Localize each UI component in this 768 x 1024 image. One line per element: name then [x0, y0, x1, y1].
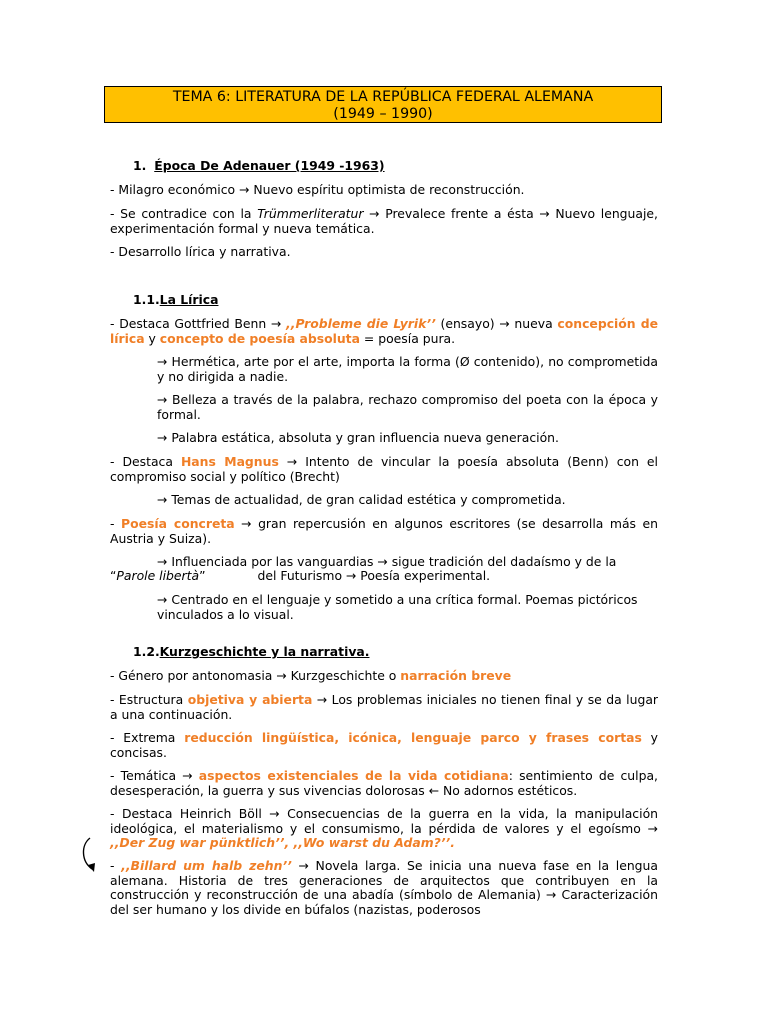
section-1-2-heading: 1.2.Kurzgeschichte y la narrativa. [133, 644, 370, 659]
indent-belleza: → Belleza a través de la palabra, rechazo compromiso del poeta con la época y formal. [157, 392, 658, 422]
bullet-milagro: - Milagro económico → Nuevo espíritu optimista de reconstrucción. [110, 182, 525, 197]
indent-vanguardias: → Influenciada por las vanguardias → sigue tradición del dadaísmo y de la [157, 554, 617, 569]
indent-hermetica: → Hermética, arte por el arte, importa la forma (Ø contenido), no comprometida y no dirigida a nadie. [157, 354, 658, 384]
indent-lenguaje: → Centrado en el lenguaje y sometido a una crítica formal. Poemas pictóricos vinculados a lo visual. [157, 592, 638, 622]
indent-palabra: → Palabra estática, absoluta y gran influencia nueva generación. [157, 430, 559, 445]
line-parole-liberta: “Parole libertà” del Futurismo → Poesía experimental. [110, 568, 491, 583]
paragraph-poesia-concreta: - Poesía concreta → gran repercusión en algunos escritores (se desarrolla más en Austria y Suiza). [110, 516, 658, 546]
title-line-1: TEMA 6: LITERATURA DE LA REPÚBLICA FEDERAL ALEMANA [172, 89, 594, 105]
curved-arrow-icon [78, 835, 100, 875]
section-1-2-title: Kurzgeschichte y la narrativa. [159, 644, 370, 659]
section-1-1-title: La Lírica [159, 292, 219, 307]
title-line-2: (1949 – 1990) [333, 106, 433, 122]
paragraph-tematica: - Temática → aspectos existenciales de la vida cotidiana: sentimiento de culpa, desesperación, la guerra y sus vivencias dolorosas ← No adornos estéticos. [110, 768, 658, 798]
paragraph-estructura: - Estructura objetiva y abierta → Los problemas iniciales no tienen final y se da lugar a una continuación. [110, 692, 659, 722]
bullet-desarrollo: - Desarrollo lírica y narrativa. [110, 244, 291, 259]
paragraph-reduccion: - Extrema reducción lingüística, icónica, lenguaje parco y frases cortas y concisas. [110, 730, 658, 760]
paragraph-genero: - Género por antonomasia → Kurzgeschichte o narración breve [110, 668, 512, 683]
paragraph-boll: - Destaca Heinrich Böll → Consecuencias de la guerra en la vida, la manipulación ideológica, el materialismo y el consumismo, la pérdida de valores y el egoísmo → ,,Der Zug war pünktlich’’, ,,Wo warst du Adam?’’. [110, 806, 658, 851]
section-1-title: Época De Adenauer (1949 -1963) [154, 158, 385, 173]
section-1-heading: 1. Época De Adenauer (1949 -1963) [133, 158, 385, 173]
section-1-1-heading: 1.1.La Lírica [133, 292, 219, 307]
paragraph-hans-magnus: - Destaca Hans Magnus → Intento de vincular la poesía absoluta (Benn) con el compromiso social y político (Brecht) [110, 454, 658, 484]
paragraph-benn: - Destaca Gottfried Benn → ,,Probleme die Lyrik’’ (ensayo) → nueva concepción de lírica y concepto de poesía absoluta = poesía pura. [110, 316, 658, 346]
bullet-trummerliteratur: - Se contradice con la Trümmerliteratur → Prevalece frente a ésta → Nuevo lenguaje, experimentación formal y nueva temática. [110, 206, 658, 236]
paragraph-billard: - ,,Billard um halb zehn’’ → Novela larga. Se inicia una nueva fase en la lengua alemana. Historia de tres generaciones de arquitectos que contribuyen en la construcción y reconstrucción de una abadía (símbolo de Alemania) → Caracterización del ser humano y los divide en búfalos (nazistas, poderosos [110, 858, 658, 917]
document-title-box [104, 86, 662, 123]
indent-temas: → Temas de actualidad, de gran calidad estética y comprometida. [157, 492, 566, 507]
